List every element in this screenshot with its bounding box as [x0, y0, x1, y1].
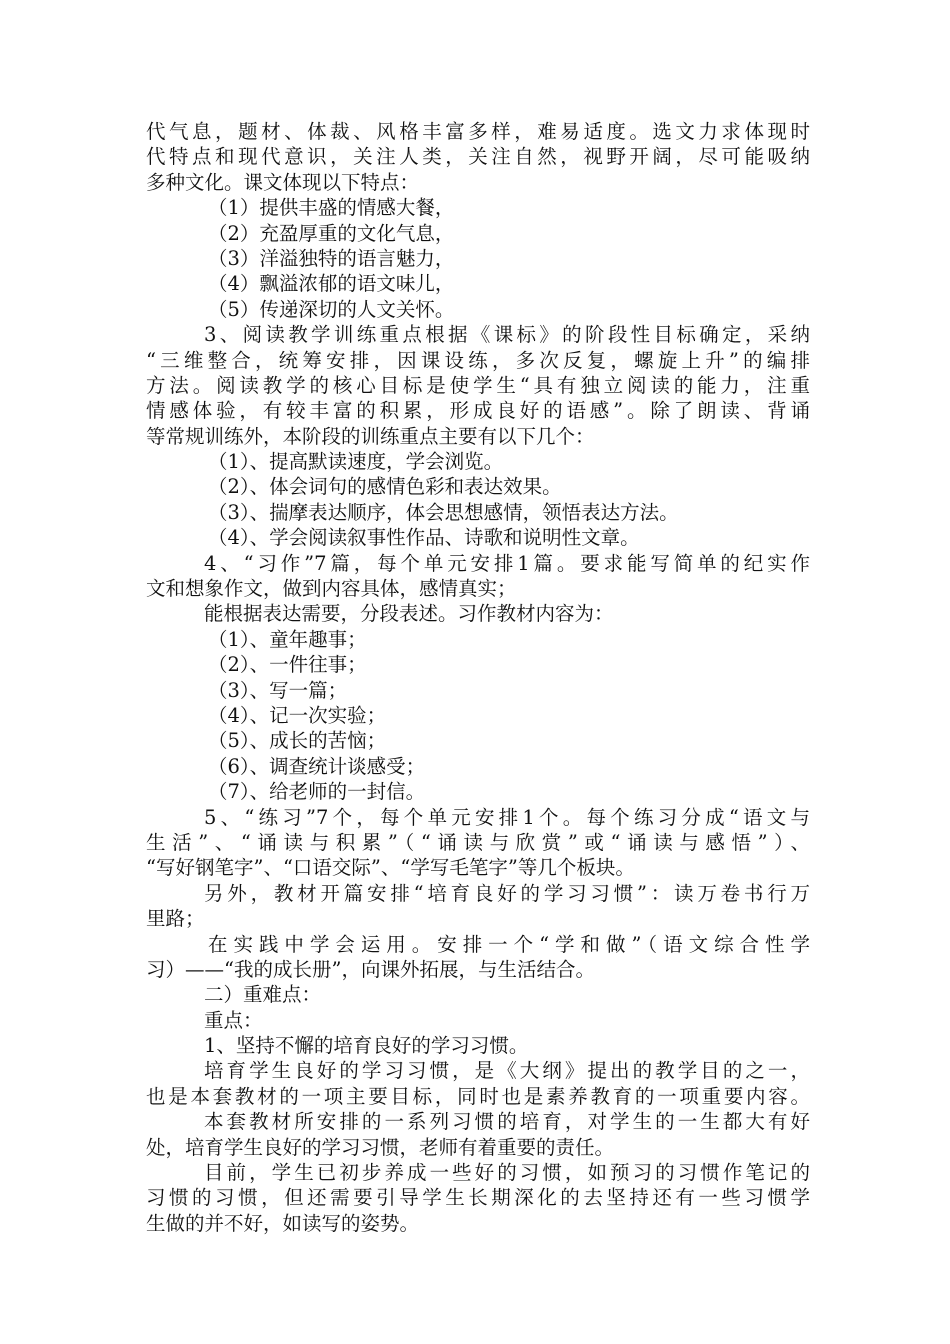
- text-line: （7）、给老师的一封信。: [208, 780, 426, 804]
- text-line: 习惯的习惯，但还需要引导学生长期深化的去坚持还有一些习惯学: [146, 1186, 810, 1210]
- text-line: 4、“习作”7篇，每个单元安排1篇。要求能写简单的纪实作: [204, 551, 810, 575]
- text-line: （2）、一件往事；: [208, 653, 367, 677]
- text-line: 能根据表达需要，分段表述。习作教材内容为：: [204, 602, 614, 626]
- text-line: （4）、学会阅读叙事性作品、诗歌和说明性文章。: [208, 526, 640, 550]
- text-line: 也是本套教材的一项主要目标，同时也是素养教育的一项重要内容。: [146, 1084, 810, 1108]
- text-line: 方法。阅读教学的核心目标是使学生“具有独立阅读的能力，注重: [146, 373, 810, 397]
- text-line: 生做的并不好，如读写的姿势。: [146, 1211, 420, 1235]
- text-line: （3）、写一篇；: [208, 678, 348, 702]
- text-line: 在实践中学会运用。安排一个“学和做”（语文综合性学: [208, 932, 810, 956]
- text-line: 生活”、“诵读与积累”（“诵读与欣赏”或“诵读与感悟”）、: [146, 830, 810, 854]
- text-line: 里路；: [146, 907, 205, 931]
- text-line: （4）、记一次实验；: [208, 703, 387, 727]
- text-line: （1）、提高默读速度，学会浏览。: [208, 450, 504, 474]
- text-line: 另外，教材开篇安排“培育良好的学习习惯”：读万卷书行万: [204, 881, 810, 905]
- text-line: 习）——“我的成长册”，向课外拓展，与生活结合。: [146, 957, 595, 981]
- text-line: （5）、成长的苦恼；: [208, 729, 387, 753]
- text-line: （2）充盈厚重的文化气息，: [208, 221, 455, 245]
- text-line: 文和想象作文，做到内容具体，感情真实；: [146, 577, 517, 601]
- text-line: 等常规训练外，本阶段的训练重点主要有以下几个：: [146, 424, 595, 448]
- text-line: 重点：: [204, 1008, 263, 1032]
- text-line: 目前，学生已初步养成一些好的习惯，如预习的习惯作笔记的: [204, 1161, 810, 1185]
- text-line: （1）提供丰盛的情感大餐，: [208, 196, 455, 220]
- text-line: 本套教材所安排的一系列习惯的培育，对学生的一生都大有好: [204, 1110, 810, 1134]
- text-line: （5）传递深切的人文关怀。: [208, 297, 455, 321]
- text-line: 1、坚持不懈的培育良好的学习习惯。: [204, 1034, 529, 1058]
- text-line: （1）、童年趣事；: [208, 627, 367, 651]
- text-line: 代气息，题材、体裁、风格丰富多样，难易适度。选文力求体现时: [146, 120, 810, 143]
- text-line: 5、“练习”7个，每个单元安排1个。每个练习分成“语文与: [204, 805, 810, 829]
- text-line: 培育学生良好的学习习惯，是《大纲》提出的教学目的之一，: [204, 1059, 810, 1083]
- text-line: “三维整合，统筹安排，因课设练，多次反复，螺旋上升”的编排: [146, 348, 810, 372]
- text-line: （2）、体会词句的感情色彩和表达效果。: [208, 475, 562, 499]
- text-line: （3）、揣摩表达顺序，体会思想感情，领悟表达方法。: [208, 500, 679, 524]
- text-line: 多种文化。课文体现以下特点：: [146, 170, 420, 194]
- text-line: 3、阅读教学训练重点根据《课标》的阶段性目标确定，采纳: [204, 323, 810, 347]
- text-line: （3）洋溢独特的语言魅力，: [208, 246, 455, 270]
- text-line: （6）、调查统计谈感受；: [208, 754, 426, 778]
- text-line: 处，培育学生良好的学习习惯，老师有着重要的责任。: [146, 1135, 615, 1159]
- document-page: [146, 119, 810, 1236]
- text-line: 代特点和现代意识，关注人类，关注自然，视野开阔，尽可能吸纳: [146, 145, 810, 169]
- text-line: “写好钢笔字”、“口语交际”、“学写毛笔字”等几个板块。: [146, 856, 635, 880]
- text-line: 情感体验，有较丰富的积累，形成良好的语感”。除了朗读、背诵: [146, 399, 810, 423]
- text-line: （4）飘溢浓郁的语文味儿，: [208, 272, 455, 296]
- text-line: 二）重难点：: [204, 983, 322, 1007]
